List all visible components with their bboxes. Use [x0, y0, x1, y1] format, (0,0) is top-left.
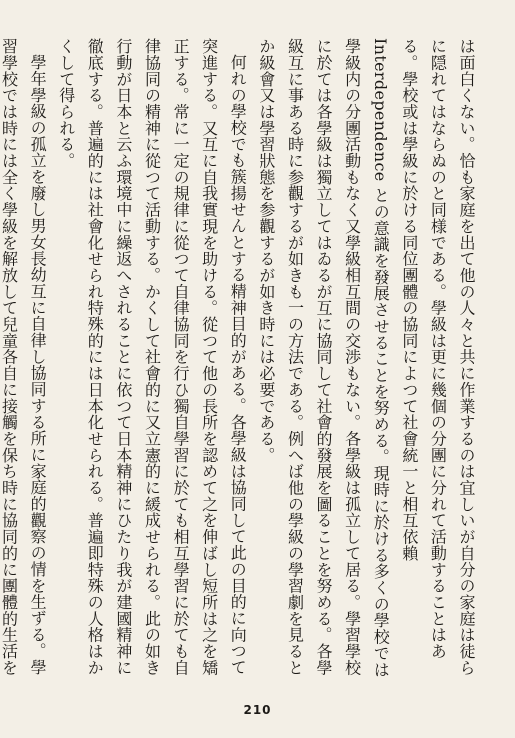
vertical-text-body	[0, 38, 480, 688]
page-number: 210	[243, 703, 272, 717]
paragraph-3: 學年學級の孤立を廢し男女長幼互に自律し協同する所に家庭的觀察の情を生ずる。學習學校では時には全く學級を解放して兒童各自に接觸を保ち時に協同的に團體的生活を	[0, 38, 48, 676]
paragraph-2: 何れの學校でも簇揚せんとする精神目的がある。各學級は協同して此の目的に向つて突進する。又互に自我實現を助ける。從つて他の長所を認めて之を伸ばし短所は之を矯正する。常に一定の規律に從つて自律協同を行ひ獨自學習に於ても相互學習に於ても自律協同の精神に從つて活動する。かくして社會的に又立憲的に緩成せられる。此の如き行動が日本と云ふ環境中に繰返へされることに依つて日本精神にひたり我が建國精神に徹底する。普遍的には社會化せられ特殊的には日本化せられる。普遍即特殊の人格はかくして得られる。	[56, 38, 248, 676]
paragraph-1: は面白くない。恰も家庭を出て他の人々と共に作業するのは宜しいが自分の家庭は徒らに隠れてはならぬのと同様である。學級は更に幾個の分團に分れて活動することはある。學校或は學級に於ける同位團體の協同によつて社會統一と相互依賴 Interdependence との意識を發展させることを努める。現時に於ける多くの學校では學級内の分團活動もなく又學級相互間の交渉もない。各學級は孤立して居る。學習學校に於ては各學級は獨立してはゐるが互に協同して社會的發展を圖ることを努める。各學級互に事ある時に参觀するが如きも一の方法である。例へば他の學級の學習劇を見るとか級會又は學習狀態を参觀するが如き時には必要である。	[256, 38, 476, 678]
